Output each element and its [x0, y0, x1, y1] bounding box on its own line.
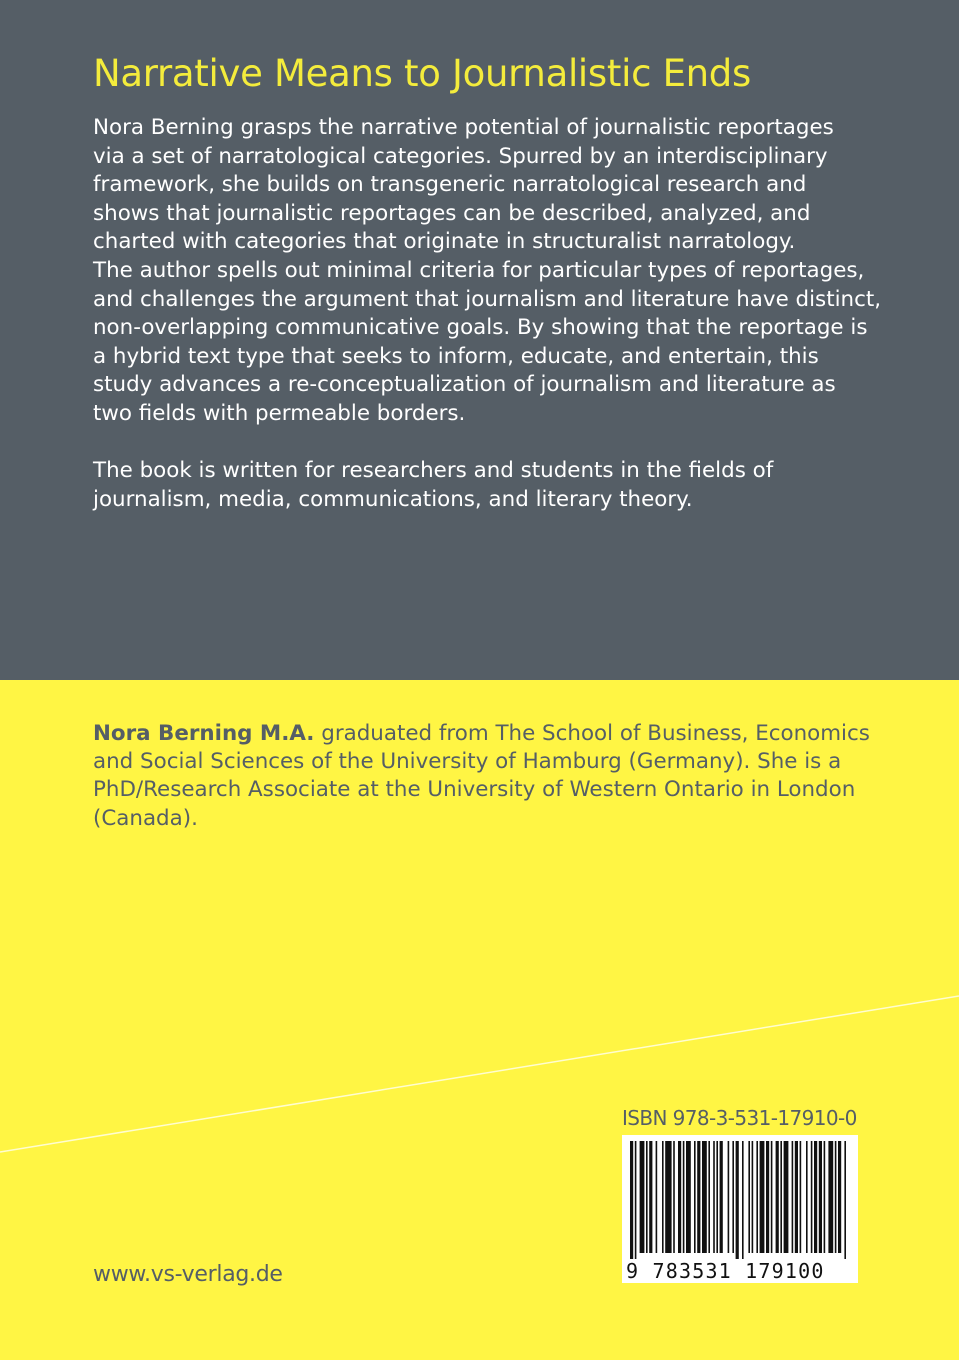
- barcode-digits: 9 783531 179100: [626, 1259, 825, 1283]
- description-line: via a set of narratological categories. Spurred by an interdisciplinary: [93, 143, 828, 169]
- barcode-bar: [716, 1141, 718, 1253]
- barcode-bar: [771, 1141, 773, 1253]
- barcode-bar: [732, 1141, 734, 1253]
- barcode-bar: [673, 1141, 675, 1253]
- audience-paragraph: [93, 457, 873, 514]
- description-line: a hybrid text type that seeks to inform, educate, and entertain, this: [93, 343, 819, 369]
- barcode-bar: [824, 1141, 826, 1253]
- barcode-bar: [630, 1141, 633, 1259]
- barcode-bar: [713, 1141, 715, 1253]
- barcode-bar: [694, 1141, 696, 1253]
- barcode-bar: [683, 1141, 685, 1253]
- barcode-bar: [760, 1141, 765, 1253]
- description-line: non-overlapping communicative goals. By showing that the reportage is: [93, 315, 868, 341]
- description-line: study advances a re-conceptualization of journalism and literature as: [93, 372, 836, 398]
- author-bio-line: (Canada).: [93, 805, 198, 831]
- barcode-bar: [780, 1141, 782, 1253]
- author-bio-line: PhD/Research Associate at the University of Western Ontario in London: [93, 777, 856, 803]
- publisher-website: www.vs-verlag.de: [93, 1262, 283, 1287]
- barcode-bar: [835, 1141, 837, 1253]
- book-description: [93, 114, 882, 514]
- description-line: shows that journalistic reportages can be described, analyzed, and: [93, 200, 811, 226]
- author-name: Nora Berning M.A.: [93, 721, 315, 746]
- isbn-label: ISBN 978-3-531-17910-0: [622, 1106, 857, 1130]
- barcode-bar: [736, 1141, 739, 1259]
- barcode-bar: [686, 1141, 691, 1253]
- barcode-bar: [814, 1141, 817, 1253]
- barcode-bar: [752, 1141, 754, 1253]
- barcode-bar: [792, 1141, 794, 1253]
- barcode-bar: [635, 1141, 637, 1259]
- barcode-bar: [665, 1141, 671, 1253]
- barcode-bar: [811, 1141, 813, 1253]
- description-line: two fields with permeable borders.: [93, 400, 466, 426]
- book-title: Narrative Means to Journalistic Ends: [93, 52, 751, 95]
- barcode-bar: [776, 1141, 779, 1253]
- audience-line: The book is written for researchers and students in the fields of: [93, 458, 774, 484]
- author-bio-text: graduated from The School of Business, Economics: [314, 721, 870, 746]
- barcode-bar: [646, 1141, 648, 1253]
- audience-line: journalism, media, communications, and literary theory.: [93, 486, 693, 512]
- barcode-bar: [806, 1141, 808, 1253]
- barcode-bar: [795, 1141, 798, 1253]
- barcode-bar: [819, 1141, 822, 1253]
- barcode-bar: [756, 1141, 758, 1253]
- description-line: Nora Berning grasps the narrative potential of journalistic reportages: [93, 115, 834, 140]
- description-line: charted with categories that originate in structuralist narratology.: [93, 229, 796, 255]
- description-paragraph: [93, 114, 882, 429]
- author-bio-line: [93, 720, 893, 748]
- barcode-bar: [720, 1141, 723, 1253]
- barcode-bar: [838, 1141, 841, 1253]
- author-bio-line: and Social Sciences of the University of Hamburg (Germany). She is a: [93, 749, 842, 775]
- barcode-bar: [748, 1141, 750, 1253]
- barcode-bar: [662, 1141, 664, 1253]
- description-line: and challenges the argument that journalism and literature have distinct,: [93, 286, 882, 312]
- barcode-bar: [697, 1141, 700, 1253]
- barcode-bar: [678, 1141, 681, 1253]
- barcode-bar: [649, 1141, 652, 1253]
- barcode-bar: [708, 1141, 710, 1253]
- barcode-bar: [844, 1141, 846, 1259]
- barcode-bar: [784, 1141, 789, 1253]
- barcode-bar: [766, 1141, 769, 1253]
- barcode-bar: [656, 1141, 658, 1253]
- barcode-bar: [728, 1141, 730, 1253]
- barcode-bar: [800, 1141, 802, 1253]
- barcode-bar: [640, 1141, 645, 1253]
- author-bio: [93, 720, 893, 833]
- barcode-bar: [702, 1141, 707, 1253]
- barcode-bar: [828, 1141, 833, 1253]
- barcode-bar: [742, 1141, 744, 1259]
- description-line: framework, she builds on transgeneric narratological research and: [93, 172, 807, 198]
- barcode: [622, 1135, 858, 1283]
- description-line: The author spells out minimal criteria for particular types of reportages,: [93, 257, 865, 283]
